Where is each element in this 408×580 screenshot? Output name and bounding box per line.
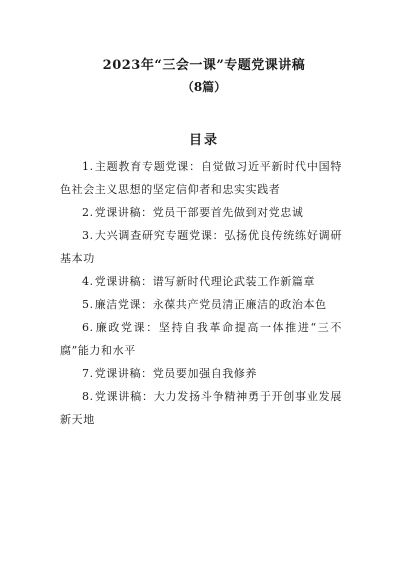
toc-item xyxy=(60,201,342,224)
toc-item xyxy=(60,316,342,362)
toc-item-number: 1. xyxy=(82,160,94,173)
toc-item-text: 廉洁党课：永葆共产党员清正廉洁的政治本色 xyxy=(94,298,327,311)
toc-item-text: 党课讲稿：党员干部要首先做到对党忠诚 xyxy=(94,206,304,219)
toc-item xyxy=(60,385,342,431)
toc-item-number: 8. xyxy=(82,390,94,403)
toc-item xyxy=(60,224,342,270)
toc-item-text: 大兴调查研究专题党课：弘扬优良传统练好调研基本功 xyxy=(60,229,342,265)
toc-item-number: 5. xyxy=(82,298,94,311)
toc-item xyxy=(60,362,342,385)
table-of-contents xyxy=(60,155,342,431)
toc-heading: 目录 xyxy=(188,133,219,148)
toc-item-text: 党课讲稿：党员要加强自我修养 xyxy=(94,367,258,380)
toc-item-number: 2. xyxy=(82,206,94,219)
toc-item-number: 7. xyxy=(82,367,94,380)
document-title: 2023年“三会一课”专题党课讲稿 xyxy=(102,58,306,73)
toc-item xyxy=(60,293,342,316)
toc-item-number: 4. xyxy=(82,275,94,288)
document-subtitle: （8篇） xyxy=(181,80,227,94)
toc-item-text: 党课讲稿：大力发扬斗争精神勇于开创事业发展新天地 xyxy=(60,390,342,426)
toc-item-text: 主题教育专题党课：自觉做习近平新时代中国特色社会主义思想的坚定信仰者和忠实实践者 xyxy=(60,160,342,196)
toc-item xyxy=(60,155,342,201)
toc-item-text: 党课讲稿：谱写新时代理论武装工作新篇章 xyxy=(94,275,316,288)
toc-item-number: 3. xyxy=(82,229,94,242)
toc-item-text: 廉政党课：坚持自我革命提高一体推进“三不腐”能力和水平 xyxy=(60,321,342,357)
toc-item xyxy=(60,270,342,293)
toc-item-number: 6. xyxy=(82,321,94,334)
